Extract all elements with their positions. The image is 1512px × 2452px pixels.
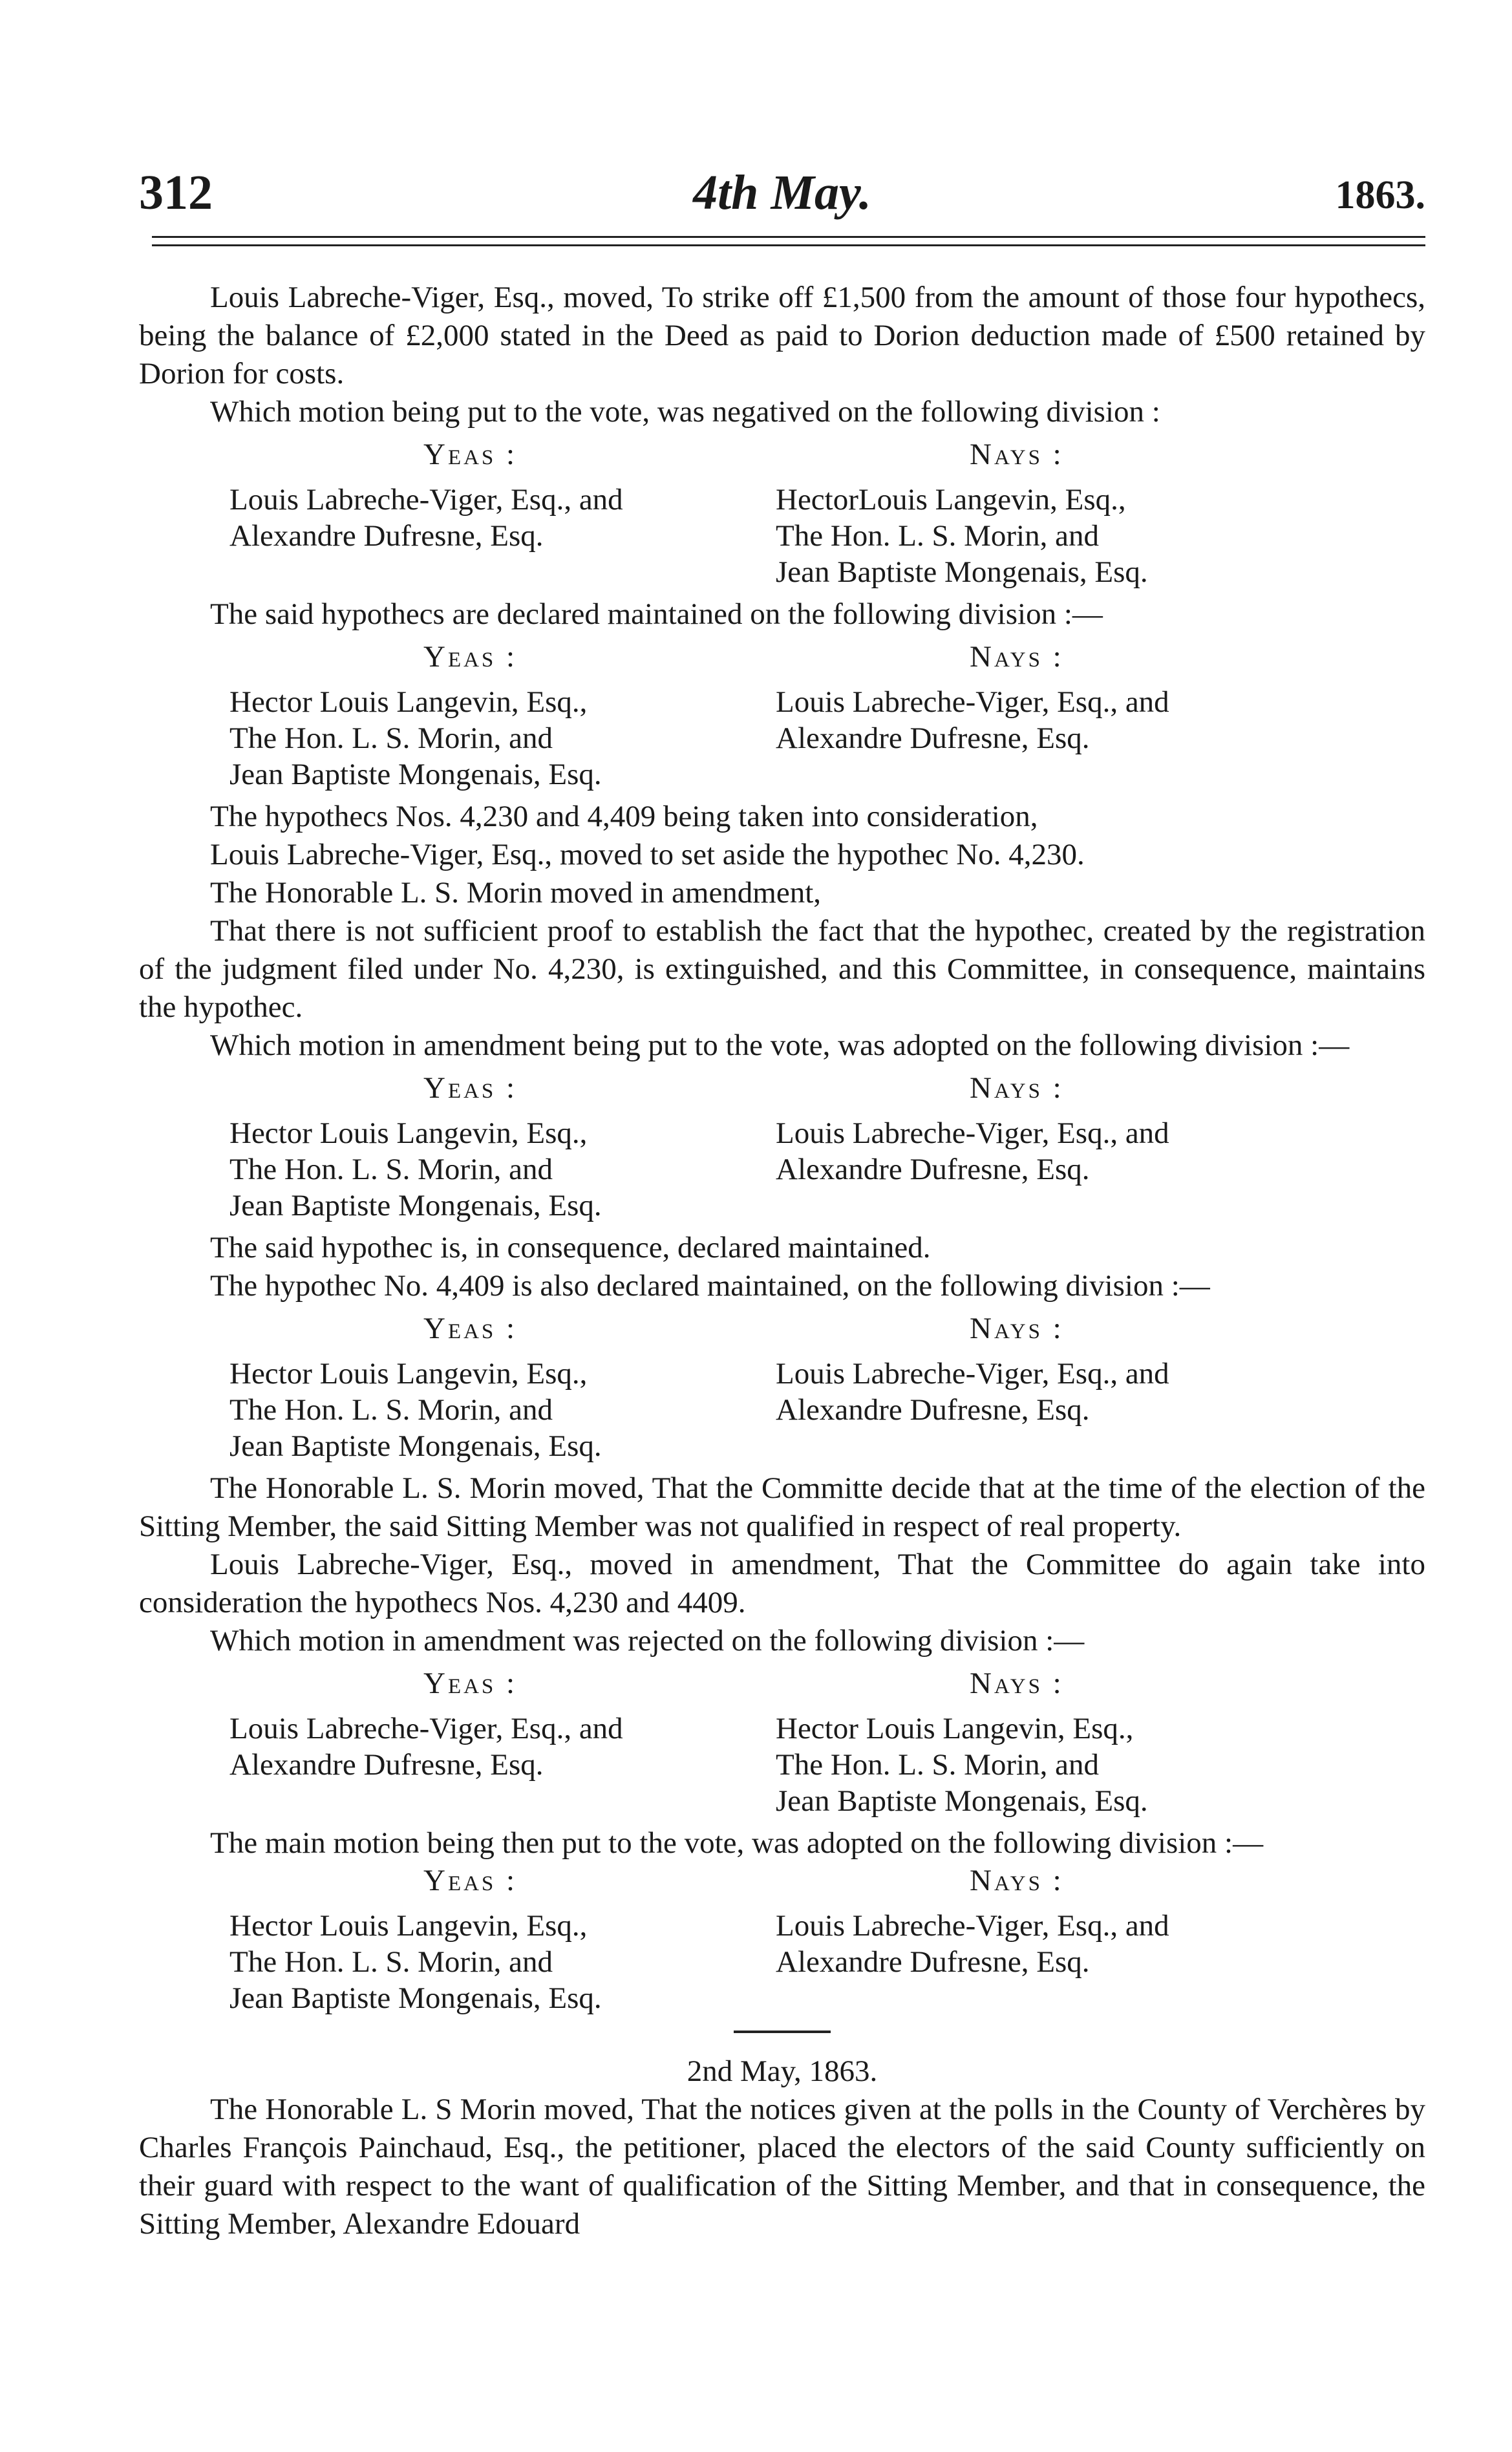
voter-name: HectorLouis Langevin, Esq., — [776, 483, 1126, 517]
voter-name: The Hon. L. S. Morin, and — [229, 1393, 553, 1427]
yeas-column — [139, 639, 776, 793]
yeas-heading: Yeas : — [423, 438, 518, 471]
voter-name: The Hon. L. S. Morin, and — [229, 1945, 553, 1979]
nays-column — [776, 436, 1425, 590]
voter-name: Alexandre Dufresne, Esq. — [776, 1153, 1090, 1186]
paragraph: Louis Labreche-Viger, Esq., moved, To strike off £1,500 from the amount of those four hypothecs, being the balance of £2,000 stated in the Deed as paid to Dorion deduction made of £500 retained by Dorion for costs. — [139, 281, 1425, 390]
paragraph: The Honorable L. S Morin moved, That the notices given at the polls in the County of Verchères by Charles François Painchaud, Esq., the petitioner, placed the electors of the said County sufficiently on their guard with respect to the want of qualification of the Sitting Member, and that in consequence, the Sitting Member, Alexandre Edouard — [139, 2093, 1425, 2241]
yeas-column — [139, 1862, 776, 2016]
voter-name: The Hon. L. S. Morin, and — [229, 1153, 553, 1186]
nays-column — [776, 639, 1425, 793]
division-vote-1 — [139, 436, 1425, 590]
section-rule — [734, 2031, 831, 2033]
yeas-heading: Yeas : — [423, 1312, 518, 1345]
yeas-column — [139, 1070, 776, 1224]
voter-name: Louis Labreche-Viger, Esq., and — [776, 685, 1169, 719]
paragraph: The Honorable L. S. Morin moved in amendment, — [210, 876, 822, 910]
voter-name: Alexandre Dufresne, Esq. — [229, 519, 544, 553]
paragraph: Which motion being put to the vote, was negatived on the following division : — [210, 395, 1160, 429]
yeas-heading: Yeas : — [423, 1071, 518, 1105]
division-vote-3 — [139, 1070, 1425, 1224]
voter-name: Jean Baptiste Mongenais, Esq. — [229, 1981, 602, 2015]
paragraph: That there is not sufficient proof to establish the fact that the hypothec, created by the registration of the judgment filed under No. 4,230, is extinguished, and this Committee, in consequence, maintains the hypothec. — [139, 914, 1425, 1024]
voter-name: Hector Louis Langevin, Esq., — [229, 1357, 588, 1391]
yeas-column — [139, 436, 776, 590]
nays-column — [776, 1310, 1425, 1464]
nays-heading: Nays : — [970, 1312, 1064, 1345]
paragraph: Which motion in amendment was rejected on the following division :— — [210, 1624, 1085, 1658]
yeas-heading: Yeas : — [423, 640, 518, 674]
voter-name: Alexandre Dufresne, Esq. — [776, 1393, 1090, 1427]
paragraph: Which motion in amendment being put to the vote, was adopted on the following division :— — [210, 1029, 1350, 1062]
voter-name: Jean Baptiste Mongenais, Esq. — [229, 1429, 602, 1463]
voter-name: Jean Baptiste Mongenais, Esq. — [229, 758, 602, 791]
voter-name: Jean Baptiste Mongenais, Esq. — [776, 1784, 1148, 1818]
page-number: 312 — [139, 165, 213, 220]
voter-name: Hector Louis Langevin, Esq., — [229, 1909, 588, 1943]
paragraph: The main motion being then put to the vote, was adopted on the following division :— — [210, 1826, 1264, 1860]
nays-column — [776, 1862, 1425, 2016]
voter-name: Louis Labreche-Viger, Esq., and — [776, 1357, 1169, 1391]
nays-column — [776, 1070, 1425, 1224]
voter-name: Alexandre Dufresne, Esq. — [776, 721, 1090, 755]
voter-name: Alexandre Dufresne, Esq. — [229, 1748, 544, 1782]
paragraph: Louis Labreche-Viger, Esq., moved in amendment, That the Committee do again take into consideration the hypothecs Nos. 4,230 and 4409. — [139, 1548, 1425, 1619]
header-rule — [152, 236, 1425, 246]
division-vote-2 — [139, 639, 1425, 793]
paragraph: The said hypothec is, in consequence, declared maintained. — [210, 1231, 931, 1264]
paragraph: The Honorable L. S. Morin moved, That the Committe decide that at the time of the election of the Sitting Member, the said Sitting Member was not qualified in respect of real property. — [139, 1471, 1425, 1543]
nays-heading: Nays : — [970, 1667, 1064, 1700]
division-vote-6 — [139, 1862, 1425, 2016]
voter-name: Louis Labreche-Viger, Esq., and — [776, 1116, 1169, 1150]
paragraph: Louis Labreche-Viger, Esq., moved to set aside the hypothec No. 4,230. — [210, 838, 1085, 871]
voter-name: Louis Labreche-Viger, Esq., and — [229, 483, 623, 517]
voter-name: The Hon. L. S. Morin, and — [776, 519, 1099, 553]
paragraph: The said hypothecs are declared maintained on the following division :— — [210, 597, 1103, 631]
nays-heading: Nays : — [970, 640, 1064, 674]
voter-name: Hector Louis Langevin, Esq., — [229, 1116, 588, 1150]
voter-name: Hector Louis Langevin, Esq., — [229, 685, 588, 719]
yeas-heading: Yeas : — [423, 1864, 518, 1897]
nays-heading: Nays : — [970, 1864, 1064, 1897]
voter-name: Jean Baptiste Mongenais, Esq. — [229, 1189, 602, 1222]
page-header — [139, 165, 1425, 236]
voter-name: Louis Labreche-Viger, Esq., and — [776, 1909, 1169, 1943]
voter-name: The Hon. L. S. Morin, and — [776, 1748, 1099, 1782]
division-vote-4 — [139, 1310, 1425, 1464]
yeas-column — [139, 1665, 776, 1819]
nays-heading: Nays : — [970, 1071, 1064, 1105]
voter-name: Hector Louis Langevin, Esq., — [776, 1712, 1134, 1745]
page-year: 1863. — [1335, 173, 1425, 217]
yeas-column — [139, 1310, 776, 1464]
voter-name: Alexandre Dufresne, Esq. — [776, 1945, 1090, 1979]
paragraph: The hypothec No. 4,409 is also declared maintained, on the following division :— — [210, 1269, 1210, 1303]
voter-name: Jean Baptiste Mongenais, Esq. — [776, 555, 1148, 589]
page-date-heading: 4th May. — [693, 165, 871, 220]
voter-name: The Hon. L. S. Morin, and — [229, 721, 553, 755]
division-vote-5 — [139, 1665, 1425, 1819]
nays-column — [776, 1665, 1425, 1819]
voter-name: Louis Labreche-Viger, Esq., and — [229, 1712, 623, 1745]
document-page — [139, 165, 1425, 2243]
paragraph: The hypothecs Nos. 4,230 and 4,409 being taken into consideration, — [210, 800, 1038, 833]
yeas-heading: Yeas : — [423, 1667, 518, 1700]
section-date-heading: 2nd May, 1863. — [687, 2054, 878, 2088]
nays-heading: Nays : — [970, 438, 1064, 471]
